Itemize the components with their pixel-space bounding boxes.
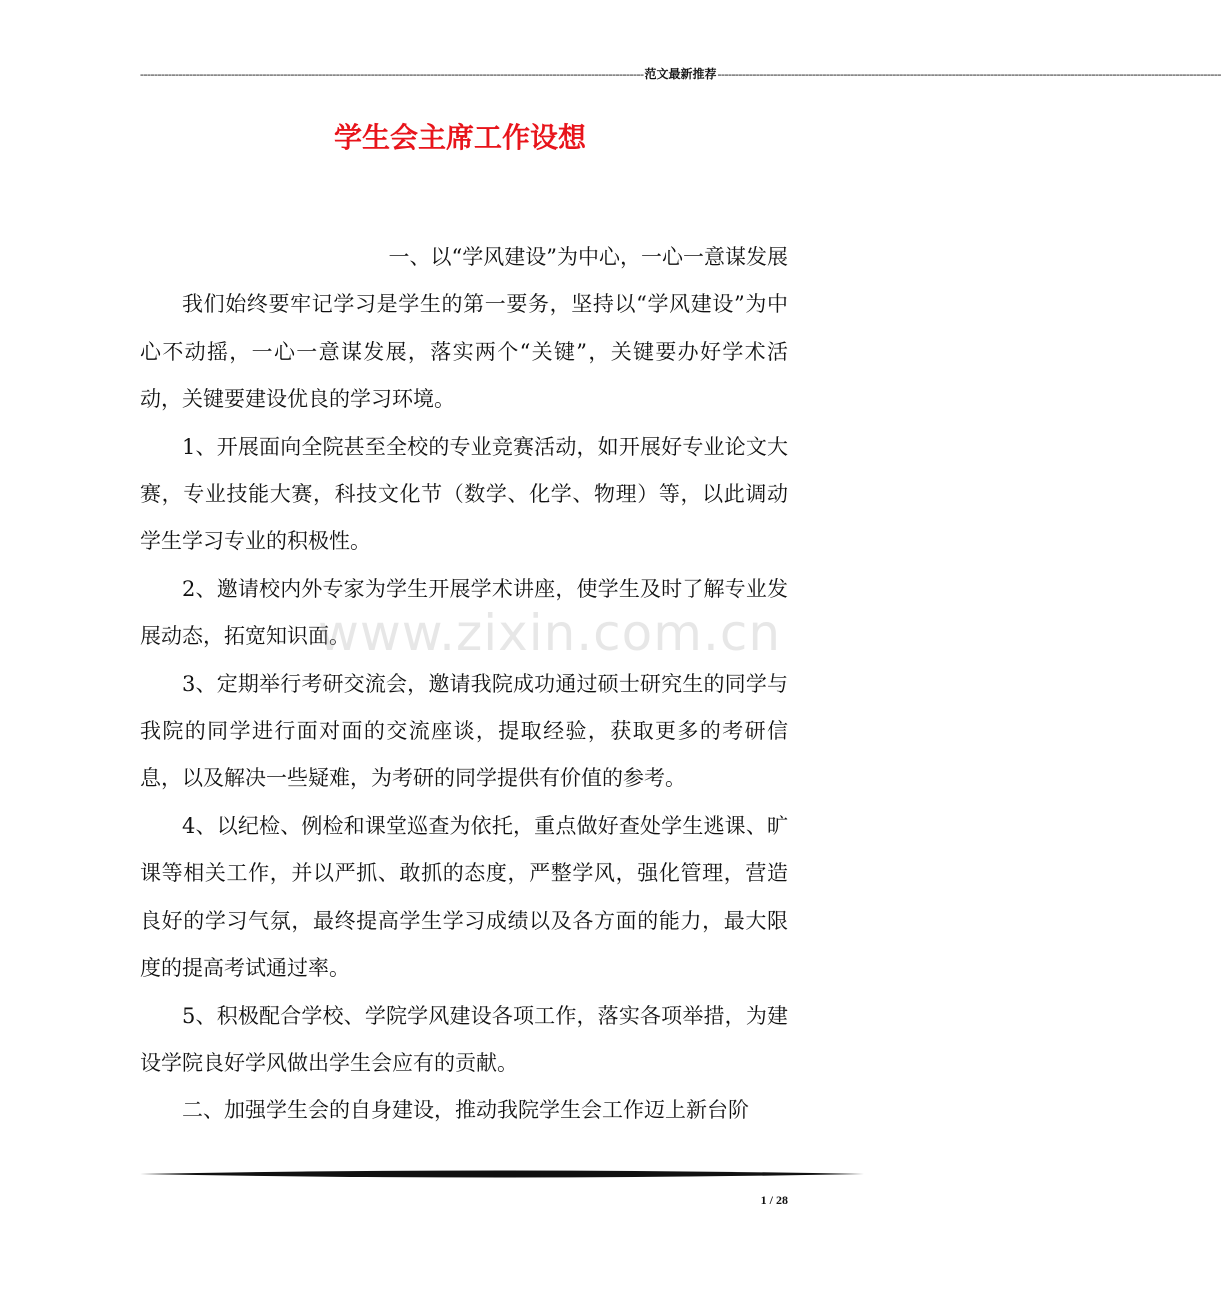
document-body <box>140 234 788 1135</box>
section-heading-2: 二、加强学生会的自身建设，推动我院学生会工作迈上新台阶 <box>182 1098 749 1123</box>
footer-divider <box>140 1168 864 1180</box>
header-left-rule: ------------------------------------------------------------------------------------------------------------------------------------------------ <box>140 67 644 81</box>
paragraph-item-1: 1、开展面向全院甚至全校的专业竞赛活动，如开展好专业论文大赛，专业技能大赛，科技文化节（数学、化学、物理）等，以此调动学生学习专业的积极性。 <box>140 434 788 554</box>
paragraph-intro: 我们始终要牢记学习是学生的第一要务，坚持以“学风建设”为中心不动摇，一心一意谋发展，落实两个“关键”，关键要办好学术活动，关键要建设优良的学习环境。 <box>140 292 788 412</box>
page-number: 1 / 28 <box>760 1193 788 1207</box>
page-header <box>140 66 1221 82</box>
section-heading-1: 一、以“学风建设”为中心，一心一意谋发展 <box>388 245 788 269</box>
paragraph-item-4: 4、以纪检、例检和课堂巡查为依托，重点做好查处学生逃课、旷课等相关工作，并以严抓、敢抓的态度，严整学风，强化管理，营造良好的学习气氛，最终提高学生学习成绩以及各方面的能力，最大限度的提高考试通过率。 <box>140 813 788 981</box>
header-right-rule: ------------------------------------------------------------------------------------------------------------------------------------------------ <box>717 67 1221 81</box>
watermark: www.zixin.com.cn <box>318 604 782 662</box>
header-label: 范文最新推荐 <box>644 67 717 81</box>
paragraph-item-2: 2、邀请校内外专家为学生开展学术讲座，使学生及时了解专业发展动态，拓宽知识面。 <box>140 576 788 649</box>
paragraph-item-5: 5、积极配合学校、学院学风建设各项工作，落实各项举措，为建设学院良好学风做出学生会应有的贡献。 <box>140 1003 788 1075</box>
paragraph-item-3: 3、定期举行考研交流会，邀请我院成功通过硕士研究生的同学与我院的同学进行面对面的交流座谈，提取经验，获取更多的考研信息，以及解决一些疑难，为考研的同学提供有价值的参考。 <box>140 671 788 791</box>
document-title: 学生会主席工作设想 <box>333 121 586 154</box>
